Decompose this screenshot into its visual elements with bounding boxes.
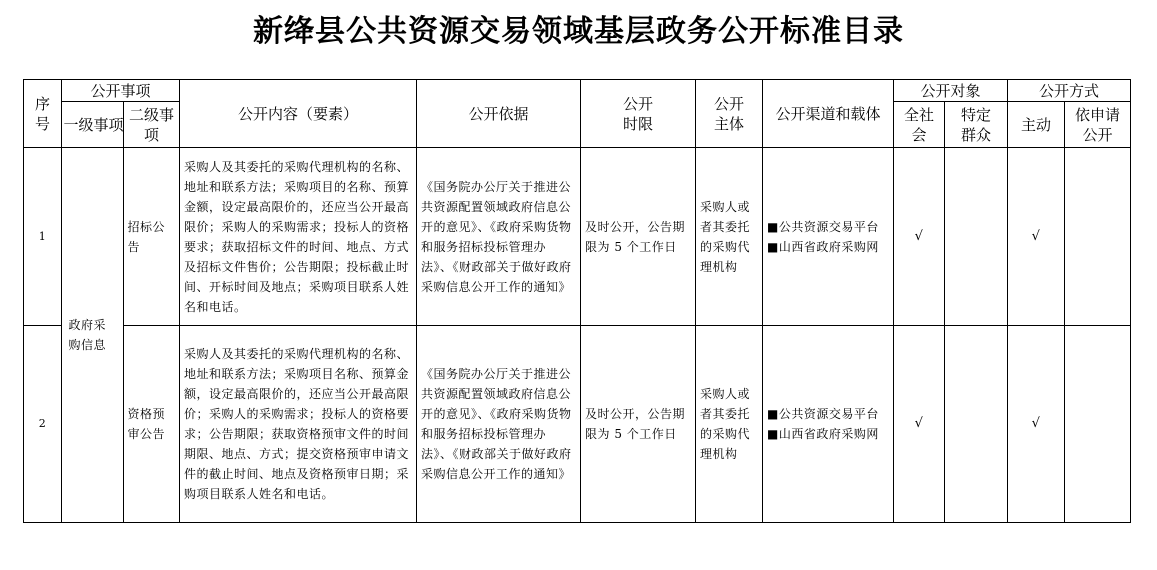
header-level1: 一级事项: [62, 102, 124, 148]
header-subject-bottom: 主体: [714, 114, 745, 133]
table-row: [24, 326, 1131, 523]
header-row-1: [24, 80, 1131, 102]
row-period: 及时公开，公告期限为 5 个工作日: [581, 148, 696, 326]
method-request-check: [1065, 326, 1131, 523]
header-item-group: 公开事项: [62, 80, 180, 102]
row-content: 采购人及其委托的采购代理机构的名称、地址和联系方法；采购项目的名称、预算金额，设定最高限价的，还应当公开最高限价；采购人的采购需求；投标人的资格要求；获取招标文件的时间、地点、方式及招标文件售价；公告期限；投标截止时间、开标时间及地点；采购项目联系人姓名和电话。: [180, 148, 417, 326]
header-period-top: 公开: [623, 94, 654, 113]
row-content: 采购人及其委托的采购代理机构的名称、地址和联系方法；采购项目名称、预算金额，设定最高限价的，还应当公开最高限价；采购人的采购需求；投标人的资格要求；公告期限；获取资格预审文件的时间期限、地点、方式；提交资格预审申请文件的截止时间、地点及资格预审日期；采购项目联系人姓名和电话。: [180, 326, 417, 523]
row-channels: [763, 148, 894, 326]
catalog-table: [23, 79, 1131, 523]
header-audience-specific: 特定 群众: [945, 102, 1008, 148]
row-subject: 采购人或者其委托的采购代理机构: [696, 326, 763, 523]
header-audience-all: 全社 会: [894, 102, 945, 148]
header-period-bottom: 时限: [623, 114, 654, 133]
header-content: 公开内容（要素）: [180, 80, 417, 148]
method-active-check: √: [1008, 148, 1065, 326]
method-request-check: [1065, 148, 1131, 326]
row-seq: 2: [24, 326, 62, 523]
row-period: 及时公开，公告期限为 5 个工作日: [581, 326, 696, 523]
page-title: 新绛县公共资源交易领域基层政务公开标准目录: [253, 14, 904, 49]
header-method-active: 主动: [1008, 102, 1065, 148]
header-level2: 二级事项: [124, 102, 180, 148]
channel-item: ■公共资源交易平台: [767, 407, 879, 421]
row-level2: 招标公告: [124, 148, 180, 326]
row-basis: 《国务院办公厅关于推进公共资源配置领域政府信息公开的意见》、《政府采购货物和服务招标投标管理办法》、《财政部关于做好政府采购信息公开工作的通知》: [417, 148, 581, 326]
header-basis: 公开依据: [417, 80, 581, 148]
header-channel: 公开渠道和载体: [763, 80, 894, 148]
header-audience-group: 公开对象: [894, 80, 1008, 102]
header-period: [581, 80, 696, 148]
row-basis: 《国务院办公厅关于推进公共资源配置领域政府信息公开的意见》、《政府采购货物和服务招标投标管理办法》、《财政部关于做好政府采购信息公开工作的通知》: [417, 326, 581, 523]
audience-specific-check: [945, 148, 1008, 326]
row-channels: [763, 326, 894, 523]
channel-item: ■公共资源交易平台: [767, 219, 879, 234]
header-method-request: 依申请 公开: [1065, 102, 1131, 148]
method-active-check: √: [1008, 326, 1065, 523]
audience-specific-check: [945, 326, 1008, 523]
level1-item: 政府采购信息: [62, 148, 124, 523]
audience-all-check: √: [894, 148, 945, 326]
header-method-group: 公开方式: [1008, 80, 1131, 102]
header-seq: 序号: [24, 80, 62, 148]
row-level2: 资格预审公告: [124, 326, 180, 523]
channel-item: ■山西省政府采购网: [767, 427, 879, 441]
header-subject: [696, 80, 763, 148]
channel-item: ■山西省政府采购网: [767, 239, 879, 254]
audience-all-check: √: [894, 326, 945, 523]
header-subject-top: 公开: [714, 94, 745, 113]
row-subject: 采购人或者其委托的采购代理机构: [696, 148, 763, 326]
row-seq: 1: [24, 148, 62, 326]
table-row: [24, 148, 1131, 326]
